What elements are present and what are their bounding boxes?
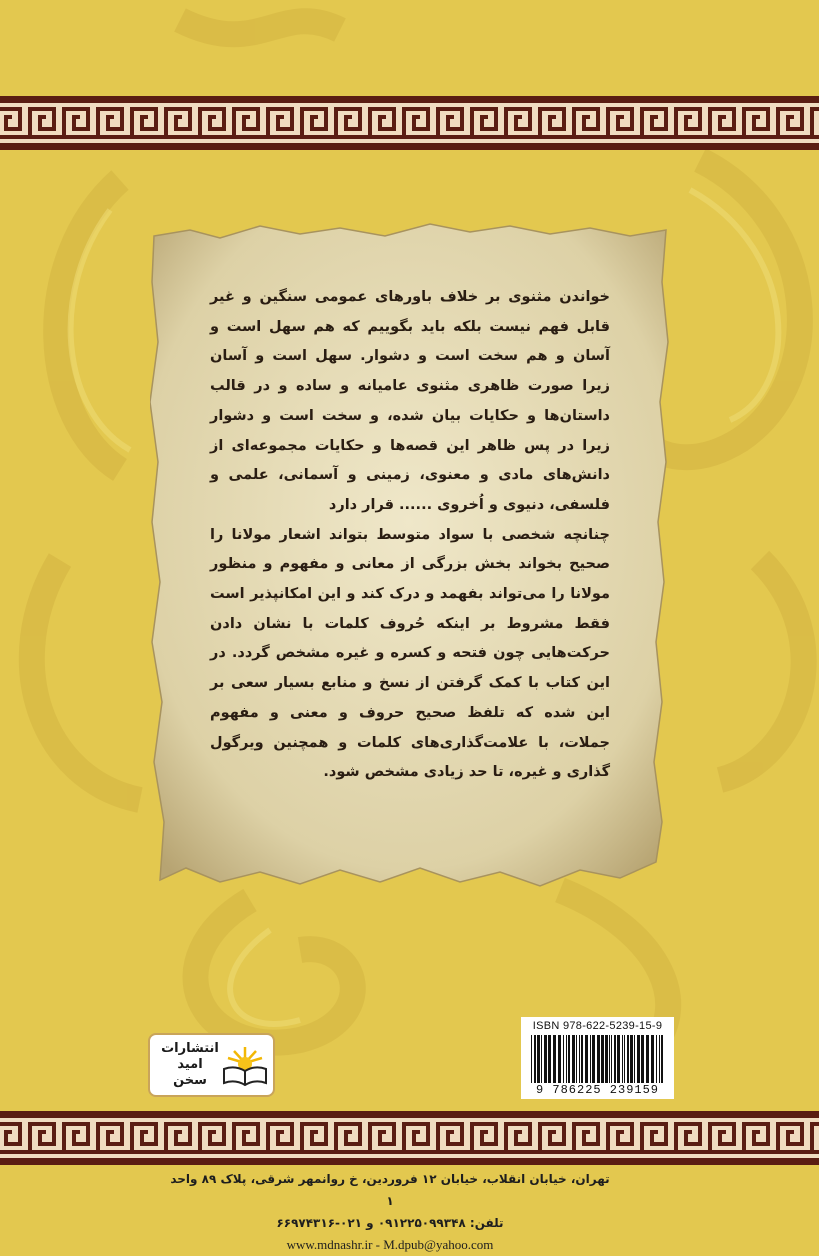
barcode-bar <box>614 1035 616 1083</box>
barcode-bar <box>541 1035 542 1083</box>
meander-motif <box>540 109 564 137</box>
barcode-bar <box>656 1035 657 1083</box>
meander-motif <box>336 1124 360 1152</box>
barcode-bar <box>590 1035 591 1083</box>
meander-motif <box>710 1124 734 1152</box>
barcode-bar <box>609 1035 610 1083</box>
greek-key-border-bottom <box>0 1111 819 1165</box>
barcode-bar <box>531 1035 532 1083</box>
barcode-bar <box>651 1035 654 1083</box>
meander-motif <box>234 109 258 137</box>
meander-motif <box>472 1124 496 1152</box>
meander-motif <box>132 1124 156 1152</box>
meander-motif <box>608 109 632 137</box>
meander-motif <box>812 109 819 137</box>
web-email-line: www.mdnashr.ir - M.dpub@yahoo.com <box>286 1237 494 1252</box>
barcode-bar <box>544 1035 547 1083</box>
meander-motif <box>506 1124 530 1152</box>
publisher-name: انتشارات امید سخن <box>161 1041 219 1088</box>
meander-motif <box>574 109 598 137</box>
barcode-bar <box>646 1035 649 1083</box>
greek-key-pattern-top <box>0 103 819 143</box>
meander-motif <box>268 109 292 137</box>
barcode-bar <box>617 1035 620 1083</box>
meander-motif <box>336 109 360 137</box>
isbn-label: ISBN 978-622-5239-15-9 <box>532 1020 663 1032</box>
meander-motif <box>438 1124 462 1152</box>
meander-motif <box>472 109 496 137</box>
barcode-bar <box>576 1035 577 1083</box>
meander-motif <box>234 1124 258 1152</box>
meander-motif <box>370 1124 394 1152</box>
barcode-bar <box>627 1035 629 1083</box>
barcode-bar <box>592 1035 595 1083</box>
meander-motif <box>0 109 20 137</box>
meander-motif <box>438 109 462 137</box>
barcode-bar <box>661 1035 663 1083</box>
barcode-bar <box>568 1035 570 1083</box>
meander-motif <box>0 1124 20 1152</box>
barcode-bar <box>641 1035 644 1083</box>
barcode-bar <box>579 1035 580 1083</box>
barcode-bar <box>637 1035 640 1083</box>
meander-motif <box>404 1124 428 1152</box>
address-line: تهران، خیابان انقلاب، خیابان ۱۲ فروردین، خ روانمهر شرقی، پلاک ۸۹ واحد ۱ <box>170 1172 610 1208</box>
barcode-bar <box>558 1035 561 1083</box>
barcode-bar <box>597 1035 600 1083</box>
meander-motif <box>98 109 122 137</box>
barcode-bar <box>566 1035 567 1083</box>
open-book-sunrise-icon <box>220 1041 270 1091</box>
meander-motif <box>30 109 54 137</box>
barcode-bar <box>572 1035 575 1083</box>
barcode-bar <box>630 1035 633 1083</box>
meander-motif <box>506 109 530 137</box>
meander-motif <box>710 109 734 137</box>
meander-motif <box>404 109 428 137</box>
description-text <box>210 283 610 788</box>
meander-motif <box>812 1124 819 1152</box>
meander-motif <box>166 109 190 137</box>
meander-motif <box>64 1124 88 1152</box>
barcode-bar <box>563 1035 564 1083</box>
meander-motif <box>132 109 156 137</box>
meander-motif <box>98 1124 122 1152</box>
barcode-bars <box>529 1035 666 1083</box>
barcode-bar <box>548 1035 551 1083</box>
paragraph-1: خواندن مثنوی بر خلاف باورهای عمومی سنگین و غیر قابل فهم نیست بلکه باید بگوییم که هم سهل است و آسان و هم سخت است و دشوار. سهل است و آسان زیرا صورت ظاهری مثنوی عامیانه و ساده و در قالب داستان‌ها و حکایات بیان شده، و سخت است و دشوار زیرا در پس ظاهر این قصه‌ها و حکایات مجموعه‌ای از دانش‌های مادی و معنوی، زمینی و آسمانی، علمی و فلسفی، دنیوی و اُخروی ...... قرار دارد <box>210 289 610 513</box>
meander-motif <box>778 109 802 137</box>
meander-motif <box>676 1124 700 1152</box>
paragraph-2: چنانچه شخصی با سواد متوسط بتواند اشعار مولانا را صحیح بخواند بخش بزرگی از معانی و مفهوم و منظور مولانا را می‌تواند بفهمد و درک کند و این امکانپذیر است فقط مشروط بر اینکه حُروف کلمات با نشان دادن حرکت‌هایی چون فتحه و کسره و غیره مشخص گردد. در این کتاب با کمک گرفتن از نسخ و منابع بسیار سعی بر این شده که تلفظ صحیح حروف و معنی و مفهوم جملات، با علامت‌گذاری‌های کلمات و همچنین ویرگول گذاری و غیره، تا حد زیادی مشخص شود. <box>210 526 610 781</box>
barcode-bar <box>624 1035 625 1083</box>
meander-motif <box>302 109 326 137</box>
barcode-bar <box>581 1035 583 1083</box>
barcode-number: 9 786225 239159 <box>535 1083 660 1097</box>
publisher-contact <box>170 1168 610 1256</box>
meander-motif <box>370 109 394 137</box>
barcode-bar <box>601 1035 604 1083</box>
meander-motif <box>268 1124 292 1152</box>
isbn-barcode <box>521 1017 674 1099</box>
meander-motif <box>302 1124 326 1152</box>
barcode-bar <box>585 1035 588 1083</box>
meander-motif <box>166 1124 190 1152</box>
meander-motif <box>676 109 700 137</box>
barcode-bar <box>553 1035 556 1083</box>
meander-motif <box>642 1124 666 1152</box>
barcode-bar <box>537 1035 540 1083</box>
greek-key-pattern-bottom <box>0 1118 819 1158</box>
meander-motif <box>744 1124 768 1152</box>
meander-motif <box>200 109 224 137</box>
meander-motif <box>778 1124 802 1152</box>
barcode-bar <box>534 1035 536 1083</box>
publisher-logo <box>148 1033 275 1097</box>
barcode-bar <box>634 1035 635 1083</box>
meander-motif <box>608 1124 632 1152</box>
barcode-bar <box>611 1035 612 1083</box>
barcode-bar <box>605 1035 608 1083</box>
meander-motif <box>744 109 768 137</box>
meander-motif <box>30 1124 54 1152</box>
meander-motif <box>574 1124 598 1152</box>
greek-key-border-top <box>0 96 819 150</box>
meander-motif <box>64 109 88 137</box>
meander-motif <box>200 1124 224 1152</box>
phone-line: تلفن: ۰۹۱۲۲۵۰۹۹۳۴۸ و ۰۲۱-۶۶۹۷۴۳۱۶ <box>276 1216 504 1230</box>
meander-motif <box>540 1124 564 1152</box>
barcode-bar <box>659 1035 660 1083</box>
meander-motif <box>642 109 666 137</box>
barcode-bar <box>622 1035 623 1083</box>
